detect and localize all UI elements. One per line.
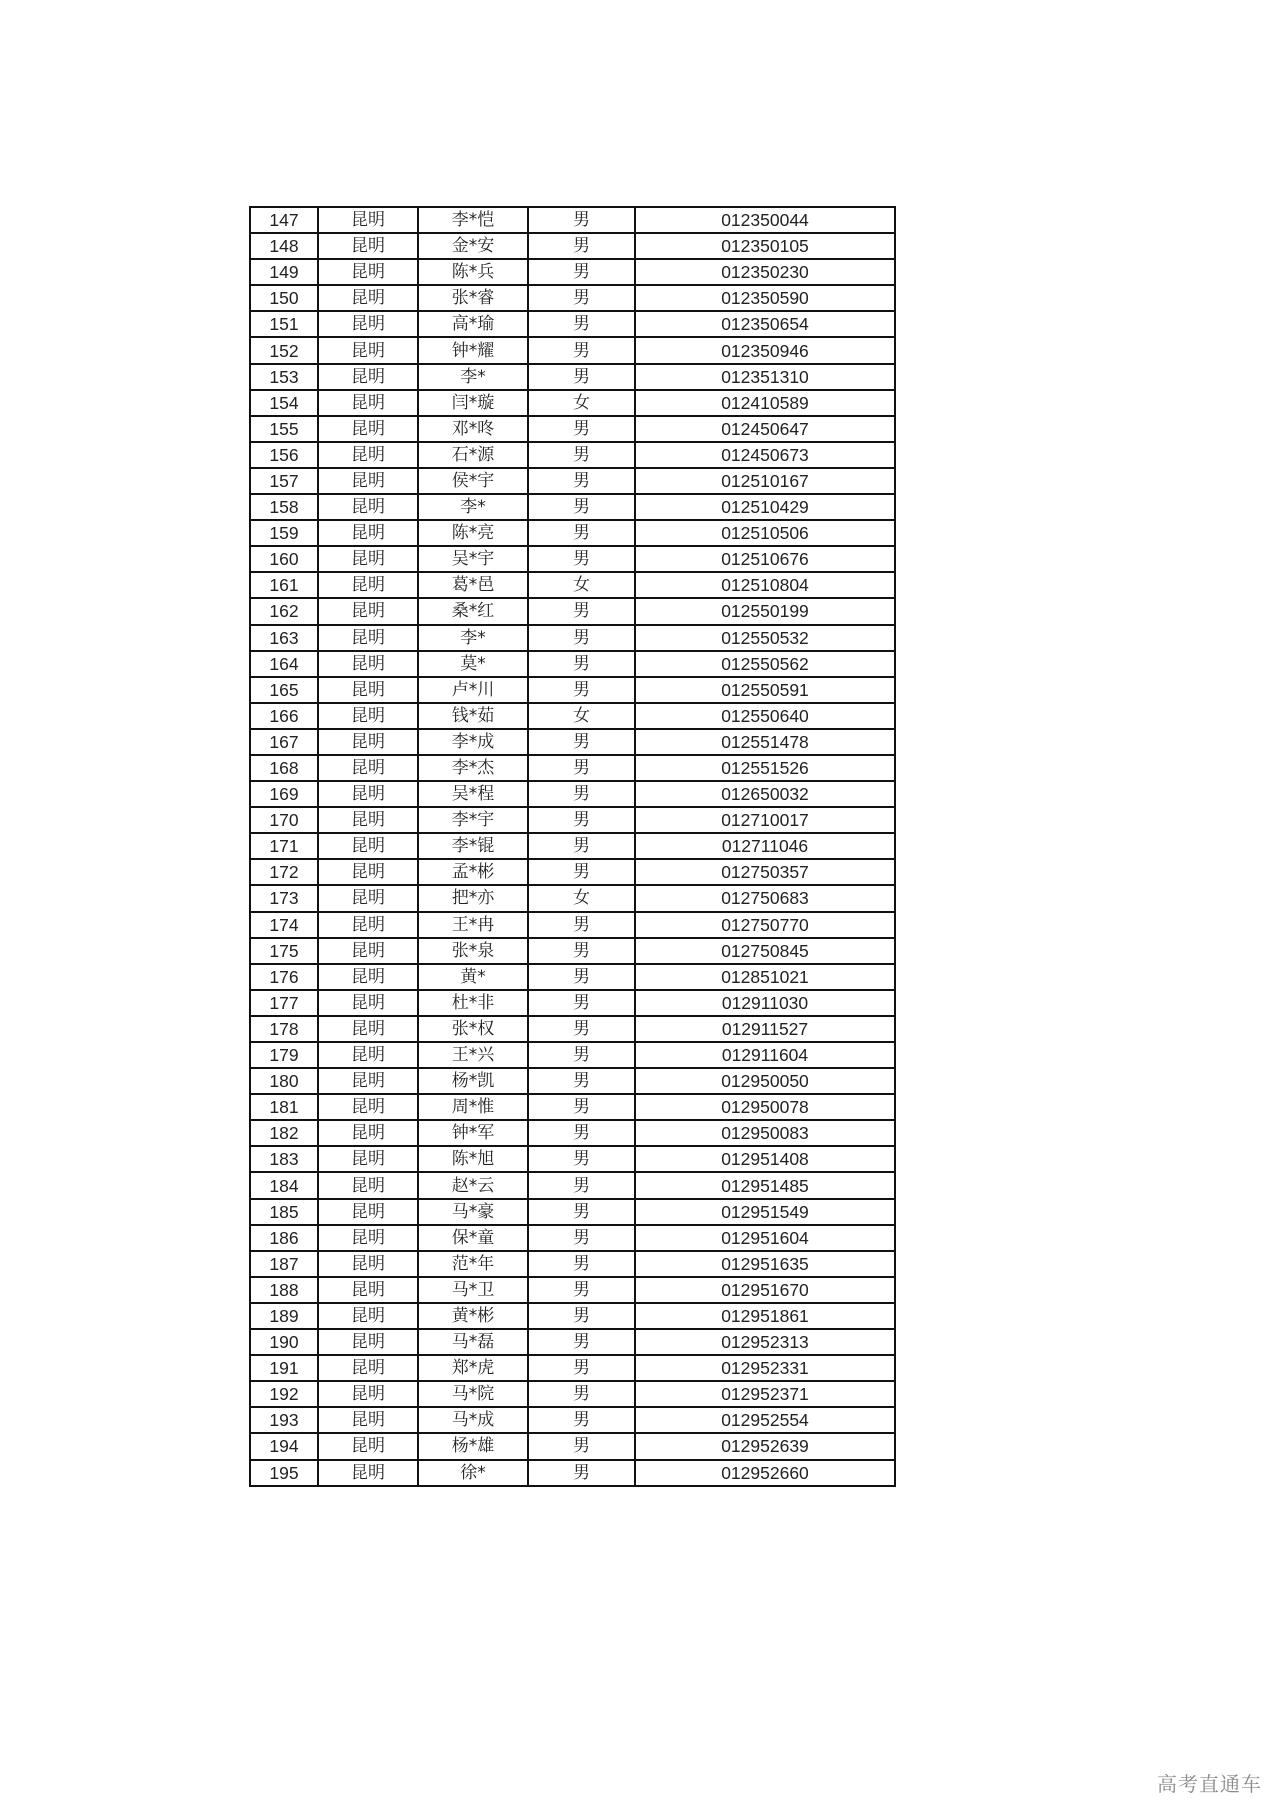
row-number-cell: 183	[250, 1146, 318, 1172]
exam-id-cell: 012551526	[635, 755, 895, 781]
table-row	[250, 703, 895, 729]
city-cell: 昆明	[318, 207, 418, 233]
gender-cell: 男	[528, 859, 635, 885]
student-name-cell: 杜*非	[418, 990, 528, 1016]
exam-id-cell: 012851021	[635, 964, 895, 990]
table-row	[250, 598, 895, 624]
city-cell: 昆明	[318, 755, 418, 781]
row-number-cell: 185	[250, 1199, 318, 1225]
city-cell: 昆明	[318, 1251, 418, 1277]
table-row	[250, 729, 895, 755]
city-cell: 昆明	[318, 625, 418, 651]
city-cell: 昆明	[318, 1225, 418, 1251]
row-number-cell: 191	[250, 1355, 318, 1381]
table-row	[250, 938, 895, 964]
city-cell: 昆明	[318, 364, 418, 390]
table-row	[250, 1303, 895, 1329]
city-cell: 昆明	[318, 1120, 418, 1146]
student-name-cell: 钟*耀	[418, 337, 528, 363]
student-name-cell: 陈*兵	[418, 259, 528, 285]
table-row	[250, 833, 895, 859]
gender-cell: 男	[528, 1172, 635, 1198]
admission-list-table	[249, 206, 896, 1487]
city-cell: 昆明	[318, 781, 418, 807]
row-number-cell: 187	[250, 1251, 318, 1277]
exam-id-cell: 012952660	[635, 1460, 895, 1486]
row-number-cell: 194	[250, 1433, 318, 1459]
student-name-cell: 李*	[418, 364, 528, 390]
student-name-cell: 王*兴	[418, 1042, 528, 1068]
row-number-cell: 156	[250, 442, 318, 468]
student-name-cell: 李*	[418, 625, 528, 651]
exam-id-cell: 012911527	[635, 1016, 895, 1042]
row-number-cell: 164	[250, 651, 318, 677]
gender-cell: 男	[528, 833, 635, 859]
student-name-cell: 吴*程	[418, 781, 528, 807]
table-row	[250, 1042, 895, 1068]
gender-cell: 女	[528, 390, 635, 416]
gender-cell: 男	[528, 207, 635, 233]
city-cell: 昆明	[318, 807, 418, 833]
gender-cell: 男	[528, 311, 635, 337]
table-row	[250, 1251, 895, 1277]
gender-cell: 男	[528, 1433, 635, 1459]
row-number-cell: 165	[250, 677, 318, 703]
student-name-cell: 黄*彬	[418, 1303, 528, 1329]
gender-cell: 男	[528, 781, 635, 807]
city-cell: 昆明	[318, 912, 418, 938]
gender-cell: 男	[528, 1329, 635, 1355]
row-number-cell: 159	[250, 520, 318, 546]
exam-id-cell: 012351310	[635, 364, 895, 390]
gender-cell: 男	[528, 1251, 635, 1277]
row-number-cell: 150	[250, 285, 318, 311]
exam-id-cell: 012551478	[635, 729, 895, 755]
row-number-cell: 192	[250, 1381, 318, 1407]
city-cell: 昆明	[318, 677, 418, 703]
student-name-cell: 孟*彬	[418, 859, 528, 885]
table-row	[250, 1068, 895, 1094]
gender-cell: 男	[528, 364, 635, 390]
student-name-cell: 邓*咚	[418, 416, 528, 442]
row-number-cell: 177	[250, 990, 318, 1016]
table-row	[250, 233, 895, 259]
city-cell: 昆明	[318, 1329, 418, 1355]
row-number-cell: 193	[250, 1407, 318, 1433]
student-name-cell: 钱*茹	[418, 703, 528, 729]
student-name-cell: 杨*雄	[418, 1433, 528, 1459]
student-name-cell: 陈*旭	[418, 1146, 528, 1172]
exam-id-cell: 012350044	[635, 207, 895, 233]
table-row	[250, 285, 895, 311]
student-name-cell: 马*卫	[418, 1277, 528, 1303]
exam-id-cell: 012550640	[635, 703, 895, 729]
student-name-cell: 李*宇	[418, 807, 528, 833]
gender-cell: 男	[528, 807, 635, 833]
exam-id-cell: 012750845	[635, 938, 895, 964]
student-name-cell: 吴*宇	[418, 546, 528, 572]
table-row	[250, 625, 895, 651]
row-number-cell: 148	[250, 233, 318, 259]
city-cell: 昆明	[318, 1016, 418, 1042]
student-name-cell: 范*年	[418, 1251, 528, 1277]
gender-cell: 男	[528, 1460, 635, 1486]
city-cell: 昆明	[318, 416, 418, 442]
table-row	[250, 1016, 895, 1042]
table-row	[250, 755, 895, 781]
row-number-cell: 184	[250, 1172, 318, 1198]
city-cell: 昆明	[318, 1303, 418, 1329]
row-number-cell: 189	[250, 1303, 318, 1329]
exam-id-cell: 012952313	[635, 1329, 895, 1355]
table-row	[250, 1407, 895, 1433]
gender-cell: 男	[528, 1016, 635, 1042]
student-name-cell: 张*睿	[418, 285, 528, 311]
student-name-cell: 桑*红	[418, 598, 528, 624]
student-name-cell: 黄*	[418, 964, 528, 990]
exam-id-cell: 012911604	[635, 1042, 895, 1068]
city-cell: 昆明	[318, 572, 418, 598]
exam-id-cell: 012952554	[635, 1407, 895, 1433]
table-row	[250, 207, 895, 233]
exam-id-cell: 012711046	[635, 833, 895, 859]
row-number-cell: 157	[250, 468, 318, 494]
city-cell: 昆明	[318, 964, 418, 990]
table-row	[250, 546, 895, 572]
table-row	[250, 807, 895, 833]
exam-id-cell: 012951604	[635, 1225, 895, 1251]
exam-id-cell: 012750357	[635, 859, 895, 885]
gender-cell: 男	[528, 1094, 635, 1120]
student-name-cell: 周*惟	[418, 1094, 528, 1120]
city-cell: 昆明	[318, 1042, 418, 1068]
gender-cell: 男	[528, 912, 635, 938]
table-row	[250, 1172, 895, 1198]
student-name-cell: 陈*亮	[418, 520, 528, 546]
table-row	[250, 1381, 895, 1407]
gender-cell: 男	[528, 651, 635, 677]
gender-cell: 男	[528, 729, 635, 755]
table-row	[250, 677, 895, 703]
gender-cell: 男	[528, 1381, 635, 1407]
gender-cell: 女	[528, 885, 635, 911]
student-name-cell: 保*童	[418, 1225, 528, 1251]
table-row	[250, 1433, 895, 1459]
table-row	[250, 885, 895, 911]
student-name-cell: 张*权	[418, 1016, 528, 1042]
table-row	[250, 1329, 895, 1355]
table-row	[250, 259, 895, 285]
city-cell: 昆明	[318, 1277, 418, 1303]
exam-id-cell: 012950083	[635, 1120, 895, 1146]
gender-cell: 男	[528, 1355, 635, 1381]
table-row	[250, 468, 895, 494]
student-name-cell: 徐*	[418, 1460, 528, 1486]
student-name-cell: 莫*	[418, 651, 528, 677]
row-number-cell: 162	[250, 598, 318, 624]
student-name-cell: 杨*凯	[418, 1068, 528, 1094]
row-number-cell: 169	[250, 781, 318, 807]
student-name-cell: 葛*邑	[418, 572, 528, 598]
city-cell: 昆明	[318, 468, 418, 494]
city-cell: 昆明	[318, 1094, 418, 1120]
exam-id-cell: 012951635	[635, 1251, 895, 1277]
gender-cell: 男	[528, 755, 635, 781]
row-number-cell: 190	[250, 1329, 318, 1355]
city-cell: 昆明	[318, 990, 418, 1016]
gender-cell: 男	[528, 442, 635, 468]
city-cell: 昆明	[318, 311, 418, 337]
student-name-cell: 郑*虎	[418, 1355, 528, 1381]
exam-id-cell: 012952331	[635, 1355, 895, 1381]
student-name-cell: 闫*璇	[418, 390, 528, 416]
row-number-cell: 180	[250, 1068, 318, 1094]
city-cell: 昆明	[318, 390, 418, 416]
row-number-cell: 149	[250, 259, 318, 285]
exam-id-cell: 012950078	[635, 1094, 895, 1120]
city-cell: 昆明	[318, 1381, 418, 1407]
row-number-cell: 147	[250, 207, 318, 233]
row-number-cell: 172	[250, 859, 318, 885]
exam-id-cell: 012951670	[635, 1277, 895, 1303]
row-number-cell: 166	[250, 703, 318, 729]
student-name-cell: 马*成	[418, 1407, 528, 1433]
table-row	[250, 494, 895, 520]
gender-cell: 男	[528, 546, 635, 572]
city-cell: 昆明	[318, 233, 418, 259]
city-cell: 昆明	[318, 859, 418, 885]
exam-id-cell: 012410589	[635, 390, 895, 416]
gender-cell: 男	[528, 1407, 635, 1433]
gender-cell: 男	[528, 1199, 635, 1225]
row-number-cell: 153	[250, 364, 318, 390]
gender-cell: 男	[528, 964, 635, 990]
gender-cell: 女	[528, 572, 635, 598]
city-cell: 昆明	[318, 703, 418, 729]
exam-id-cell: 012510676	[635, 546, 895, 572]
row-number-cell: 163	[250, 625, 318, 651]
table-row	[250, 964, 895, 990]
exam-id-cell: 012350946	[635, 337, 895, 363]
table-row	[250, 364, 895, 390]
table-row	[250, 781, 895, 807]
exam-id-cell: 012350230	[635, 259, 895, 285]
student-name-cell: 李*杰	[418, 755, 528, 781]
gender-cell: 男	[528, 1146, 635, 1172]
gender-cell: 男	[528, 233, 635, 259]
city-cell: 昆明	[318, 1460, 418, 1486]
exam-id-cell: 012510167	[635, 468, 895, 494]
row-number-cell: 173	[250, 885, 318, 911]
gender-cell: 男	[528, 1068, 635, 1094]
table-row	[250, 1277, 895, 1303]
city-cell: 昆明	[318, 259, 418, 285]
row-number-cell: 152	[250, 337, 318, 363]
table-row	[250, 859, 895, 885]
row-number-cell: 175	[250, 938, 318, 964]
gender-cell: 男	[528, 468, 635, 494]
exam-id-cell: 012710017	[635, 807, 895, 833]
exam-id-cell: 012450647	[635, 416, 895, 442]
table-row	[250, 1094, 895, 1120]
city-cell: 昆明	[318, 729, 418, 755]
gender-cell: 女	[528, 703, 635, 729]
exam-id-cell: 012510804	[635, 572, 895, 598]
table-row	[250, 442, 895, 468]
watermark-logo-text: 高考直通车	[1157, 1772, 1262, 1796]
exam-id-cell: 012550532	[635, 625, 895, 651]
city-cell: 昆明	[318, 885, 418, 911]
row-number-cell: 178	[250, 1016, 318, 1042]
gender-cell: 男	[528, 1120, 635, 1146]
exam-id-cell: 012951549	[635, 1199, 895, 1225]
row-number-cell: 151	[250, 311, 318, 337]
exam-id-cell: 012951485	[635, 1172, 895, 1198]
exam-id-cell: 012550199	[635, 598, 895, 624]
city-cell: 昆明	[318, 520, 418, 546]
student-name-cell: 马*豪	[418, 1199, 528, 1225]
row-number-cell: 154	[250, 390, 318, 416]
row-number-cell: 174	[250, 912, 318, 938]
table-body	[250, 207, 895, 1486]
exam-id-cell: 012911030	[635, 990, 895, 1016]
row-number-cell: 176	[250, 964, 318, 990]
exam-id-cell: 012750770	[635, 912, 895, 938]
table-row	[250, 337, 895, 363]
city-cell: 昆明	[318, 494, 418, 520]
city-cell: 昆明	[318, 1068, 418, 1094]
gender-cell: 男	[528, 285, 635, 311]
student-name-cell: 石*源	[418, 442, 528, 468]
gender-cell: 男	[528, 938, 635, 964]
gender-cell: 男	[528, 1225, 635, 1251]
exam-id-cell: 012750683	[635, 885, 895, 911]
city-cell: 昆明	[318, 1199, 418, 1225]
exam-id-cell: 012350654	[635, 311, 895, 337]
row-number-cell: 158	[250, 494, 318, 520]
gender-cell: 男	[528, 990, 635, 1016]
city-cell: 昆明	[318, 938, 418, 964]
exam-id-cell: 012550562	[635, 651, 895, 677]
exam-id-cell: 012950050	[635, 1068, 895, 1094]
student-name-cell: 赵*云	[418, 1172, 528, 1198]
gender-cell: 男	[528, 677, 635, 703]
student-name-cell: 李*恺	[418, 207, 528, 233]
gender-cell: 男	[528, 337, 635, 363]
city-cell: 昆明	[318, 1407, 418, 1433]
student-name-cell: 钟*军	[418, 1120, 528, 1146]
exam-id-cell: 012350590	[635, 285, 895, 311]
row-number-cell: 161	[250, 572, 318, 598]
table-row	[250, 651, 895, 677]
city-cell: 昆明	[318, 442, 418, 468]
row-number-cell: 170	[250, 807, 318, 833]
student-name-cell: 马*院	[418, 1381, 528, 1407]
exam-id-cell: 012951861	[635, 1303, 895, 1329]
table-row	[250, 1146, 895, 1172]
student-name-cell: 把*亦	[418, 885, 528, 911]
row-number-cell: 179	[250, 1042, 318, 1068]
city-cell: 昆明	[318, 1355, 418, 1381]
student-name-cell: 李*成	[418, 729, 528, 755]
row-number-cell: 188	[250, 1277, 318, 1303]
gender-cell: 男	[528, 416, 635, 442]
gender-cell: 男	[528, 625, 635, 651]
exam-id-cell: 012510506	[635, 520, 895, 546]
city-cell: 昆明	[318, 1172, 418, 1198]
table-row	[250, 311, 895, 337]
student-name-cell: 李*锟	[418, 833, 528, 859]
city-cell: 昆明	[318, 651, 418, 677]
row-number-cell: 171	[250, 833, 318, 859]
city-cell: 昆明	[318, 833, 418, 859]
row-number-cell: 186	[250, 1225, 318, 1251]
student-name-cell: 金*安	[418, 233, 528, 259]
city-cell: 昆明	[318, 1433, 418, 1459]
gender-cell: 男	[528, 520, 635, 546]
exam-id-cell: 012952639	[635, 1433, 895, 1459]
city-cell: 昆明	[318, 598, 418, 624]
student-name-cell: 高*瑜	[418, 311, 528, 337]
city-cell: 昆明	[318, 546, 418, 572]
gender-cell: 男	[528, 259, 635, 285]
student-name-cell: 王*冉	[418, 912, 528, 938]
gender-cell: 男	[528, 1042, 635, 1068]
row-number-cell: 167	[250, 729, 318, 755]
table-row	[250, 1225, 895, 1251]
row-number-cell: 195	[250, 1460, 318, 1486]
exam-id-cell: 012550591	[635, 677, 895, 703]
student-name-cell: 卢*川	[418, 677, 528, 703]
table-row	[250, 1460, 895, 1486]
exam-id-cell: 012952371	[635, 1381, 895, 1407]
table-row	[250, 1355, 895, 1381]
exam-id-cell: 012450673	[635, 442, 895, 468]
table-row	[250, 1199, 895, 1225]
city-cell: 昆明	[318, 1146, 418, 1172]
city-cell: 昆明	[318, 337, 418, 363]
row-number-cell: 168	[250, 755, 318, 781]
gender-cell: 男	[528, 1303, 635, 1329]
table-row	[250, 1120, 895, 1146]
table-row	[250, 990, 895, 1016]
row-number-cell: 160	[250, 546, 318, 572]
exam-id-cell: 012350105	[635, 233, 895, 259]
student-name-cell: 侯*宇	[418, 468, 528, 494]
exam-id-cell: 012510429	[635, 494, 895, 520]
gender-cell: 男	[528, 598, 635, 624]
exam-id-cell: 012951408	[635, 1146, 895, 1172]
exam-id-cell: 012650032	[635, 781, 895, 807]
table-row	[250, 390, 895, 416]
city-cell: 昆明	[318, 285, 418, 311]
table-row	[250, 912, 895, 938]
table-row	[250, 520, 895, 546]
table-row	[250, 572, 895, 598]
gender-cell: 男	[528, 494, 635, 520]
student-name-cell: 张*泉	[418, 938, 528, 964]
row-number-cell: 182	[250, 1120, 318, 1146]
row-number-cell: 155	[250, 416, 318, 442]
student-name-cell: 李*	[418, 494, 528, 520]
student-name-cell: 马*磊	[418, 1329, 528, 1355]
table-row	[250, 416, 895, 442]
gender-cell: 男	[528, 1277, 635, 1303]
row-number-cell: 181	[250, 1094, 318, 1120]
